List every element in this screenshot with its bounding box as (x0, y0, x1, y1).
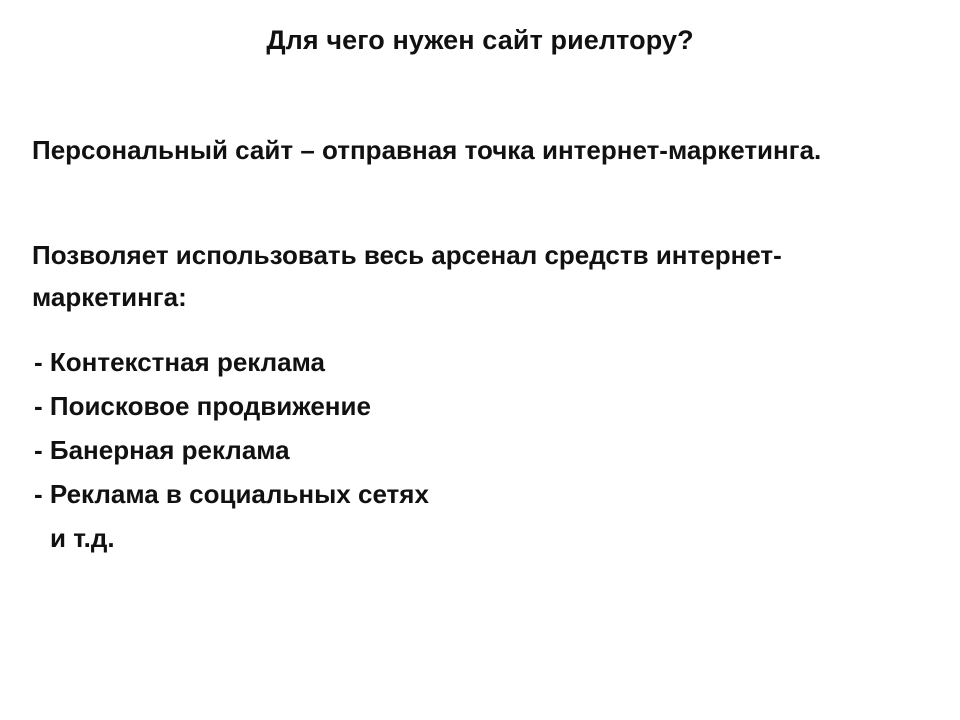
list-item: - Банерная реклама (34, 435, 290, 465)
paragraph-arsenal: Позволяет использовать весь арсенал средств интернет-маркетинга: (32, 240, 782, 312)
slide-title: Для чего нужен сайт риелтору? (266, 25, 694, 55)
list-item: - Поисковое продвижение (34, 391, 371, 421)
paragraph-personal-site: Персональный сайт – отправная точка интернет-маркетинга. (32, 135, 822, 165)
list-item: - Реклама в социальных сетях (34, 479, 429, 509)
marketing-tools-list (34, 340, 429, 560)
list-tail: и т.д. (50, 523, 115, 553)
list-item: - Контекстная реклама (34, 347, 325, 377)
